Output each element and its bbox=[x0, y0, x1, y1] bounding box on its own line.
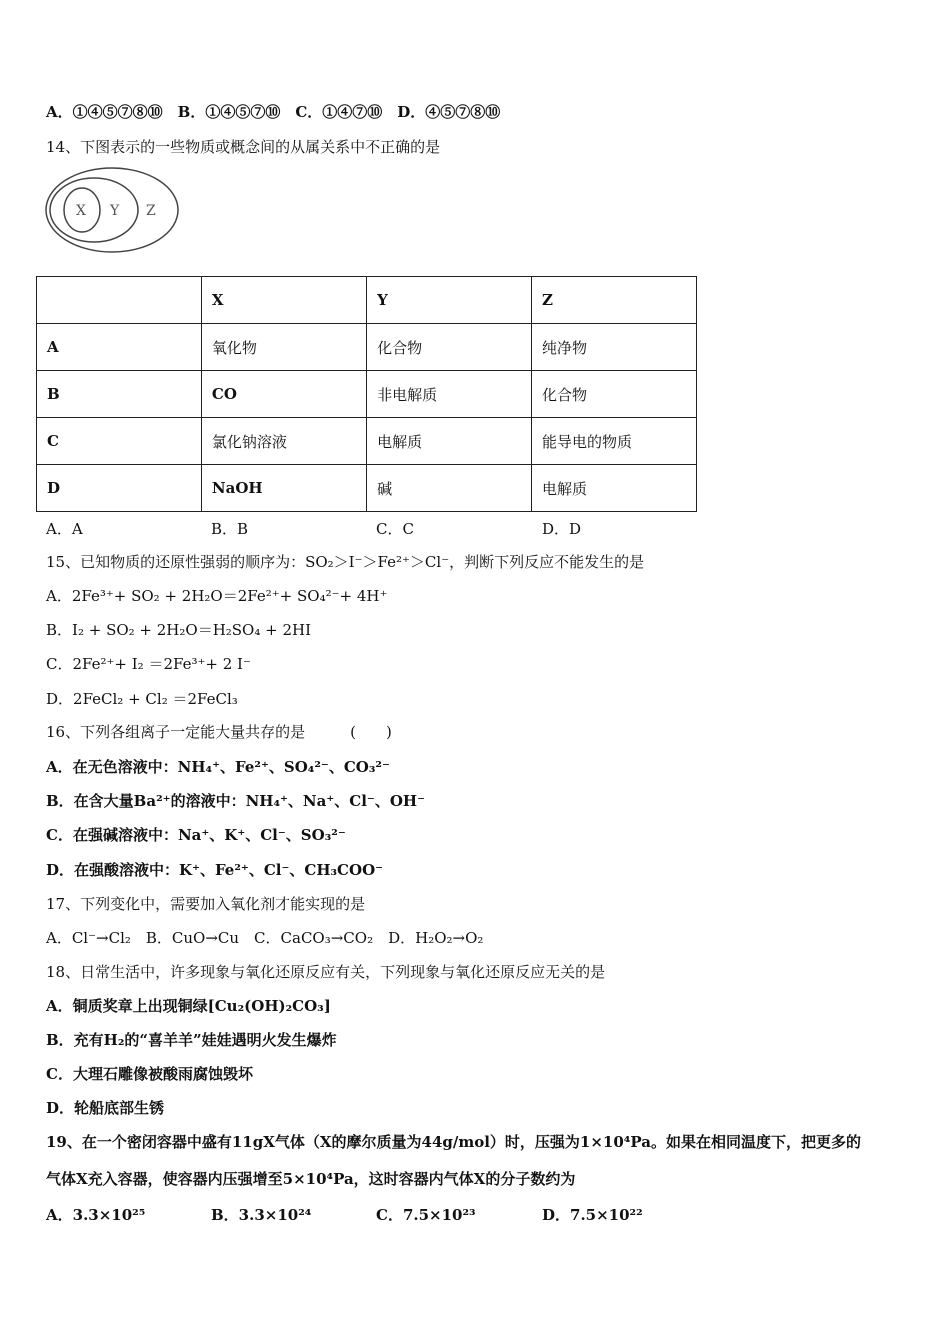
table-row bbox=[37, 324, 697, 371]
q17-stem: 17、下列变化中，需要加入氧化剂才能实现的是 bbox=[46, 895, 366, 913]
table-cell bbox=[37, 277, 202, 324]
table-cell: B bbox=[37, 371, 202, 418]
table-cell: D bbox=[37, 465, 202, 512]
table-cell: X bbox=[201, 277, 366, 324]
q14-table bbox=[36, 276, 697, 512]
q18-option-b: B．充有H₂的“喜羊羊”娃娃遇明火发生爆炸 bbox=[46, 1031, 337, 1049]
table-cell: Y bbox=[367, 277, 532, 324]
table-cell: C bbox=[37, 418, 202, 465]
q18-option-c: C．大理石雕像被酸雨腐蚀毁坏 bbox=[46, 1065, 253, 1083]
q15-stem: 15、已知物质的还原性强弱的顺序为：SO₂＞I⁻＞Fe²⁺＞Cl⁻，判断下列反应不能发生的是 bbox=[46, 553, 645, 571]
table-cell: 纯净物 bbox=[532, 324, 697, 371]
q15-option-a: A．2Fe³⁺+ SO₂ + 2H₂O＝2Fe²⁺+ SO₄²⁻+ 4H⁺ bbox=[46, 587, 388, 605]
q14-stem: 14、下图表示的一些物质或概念间的从属关系中不正确的是 bbox=[46, 138, 441, 156]
table-cell: 能导电的物质 bbox=[532, 418, 697, 465]
answer-option: D．7.5×10²² bbox=[542, 1206, 643, 1224]
q16-stem: 16、下列各组离子一定能大量共存的是 ( ) bbox=[46, 723, 392, 741]
answer-option: B．3.3×10²⁴ bbox=[211, 1206, 312, 1224]
table-cell: 碱 bbox=[367, 465, 532, 512]
q16-option-c: C．在强碱溶液中：Na⁺、K⁺、Cl⁻、SO₃²⁻ bbox=[46, 826, 346, 844]
table-cell: 电解质 bbox=[367, 418, 532, 465]
q15-option-b: B．I₂ + SO₂ + 2H₂O＝H₂SO₄ + 2HI bbox=[46, 621, 312, 639]
table-row bbox=[37, 371, 697, 418]
table-cell: 非电解质 bbox=[367, 371, 532, 418]
q18-option-d: D．轮船底部生锈 bbox=[46, 1099, 165, 1117]
answer-option: B．B bbox=[211, 520, 249, 538]
table-cell: 氯化钠溶液 bbox=[201, 418, 366, 465]
answer-option: C．C bbox=[376, 520, 414, 538]
q19-stem-line2: 气体X充入容器，使容器内压强增至5×10⁴Pa，这时容器内气体X的分子数约为 bbox=[46, 1170, 576, 1188]
answer-option: A．3.3×10²⁵ bbox=[46, 1206, 146, 1224]
table-cell: CO bbox=[201, 371, 366, 418]
q14-answers bbox=[46, 518, 746, 538]
label-y: Y bbox=[110, 203, 120, 219]
q16-option-a: A．在无色溶液中：NH₄⁺、Fe²⁺、SO₄²⁻、CO₃²⁻ bbox=[46, 758, 390, 776]
q16-option-b: B．在含大量Ba²⁺的溶液中：NH₄⁺、Na⁺、Cl⁻、OH⁻ bbox=[46, 792, 425, 810]
table-cell: NaOH bbox=[201, 465, 366, 512]
label-z: Z bbox=[146, 203, 156, 219]
table-row bbox=[37, 418, 697, 465]
ellipse-y bbox=[50, 178, 138, 242]
q17-options: A．Cl⁻→Cl₂ B．CuO→Cu C．CaCO₃→CO₂ D．H₂O₂→O₂ bbox=[46, 929, 484, 947]
q13-options: A．①④⑤⑦⑧⑩ B．①④⑤⑦⑩ C．①④⑦⑩ D．④⑤⑦⑧⑩ bbox=[46, 103, 501, 121]
table-cell: A bbox=[37, 324, 202, 371]
label-x: X bbox=[76, 203, 86, 219]
q15-option-c: C．2Fe²⁺+ I₂ ＝2Fe³⁺+ 2 I⁻ bbox=[46, 655, 251, 673]
q18-stem: 18、日常生活中，许多现象与氧化还原反应有关，下列现象与氧化还原反应无关的是 bbox=[46, 963, 606, 981]
q18-option-a: A．铜质奖章上出现铜绿[Cu₂(OH)₂CO₃] bbox=[46, 997, 331, 1015]
q19-answers bbox=[46, 1204, 746, 1224]
set-relation-diagram bbox=[44, 162, 184, 258]
answer-option: C．7.5×10²³ bbox=[376, 1206, 476, 1224]
table-cell: Z bbox=[532, 277, 697, 324]
table-row bbox=[37, 465, 697, 512]
table-cell: 电解质 bbox=[532, 465, 697, 512]
answer-option: D．D bbox=[542, 520, 582, 538]
table-header-row bbox=[37, 277, 697, 324]
table-cell: 氧化物 bbox=[201, 324, 366, 371]
q16-option-d: D．在强酸溶液中：K⁺、Fe²⁺、Cl⁻、CH₃COO⁻ bbox=[46, 861, 384, 879]
table-cell: 化合物 bbox=[532, 371, 697, 418]
q19-stem-line1: 19、在一个密闭容器中盛有11gX气体（X的摩尔质量为44g/mol）时，压强为1×10⁴Pa。如果在相同温度下，把更多的 bbox=[46, 1133, 861, 1151]
q15-option-d: D．2FeCl₂ + Cl₂ ＝2FeCl₃ bbox=[46, 690, 238, 708]
table-cell: 化合物 bbox=[367, 324, 532, 371]
answer-option: A．A bbox=[46, 520, 83, 538]
